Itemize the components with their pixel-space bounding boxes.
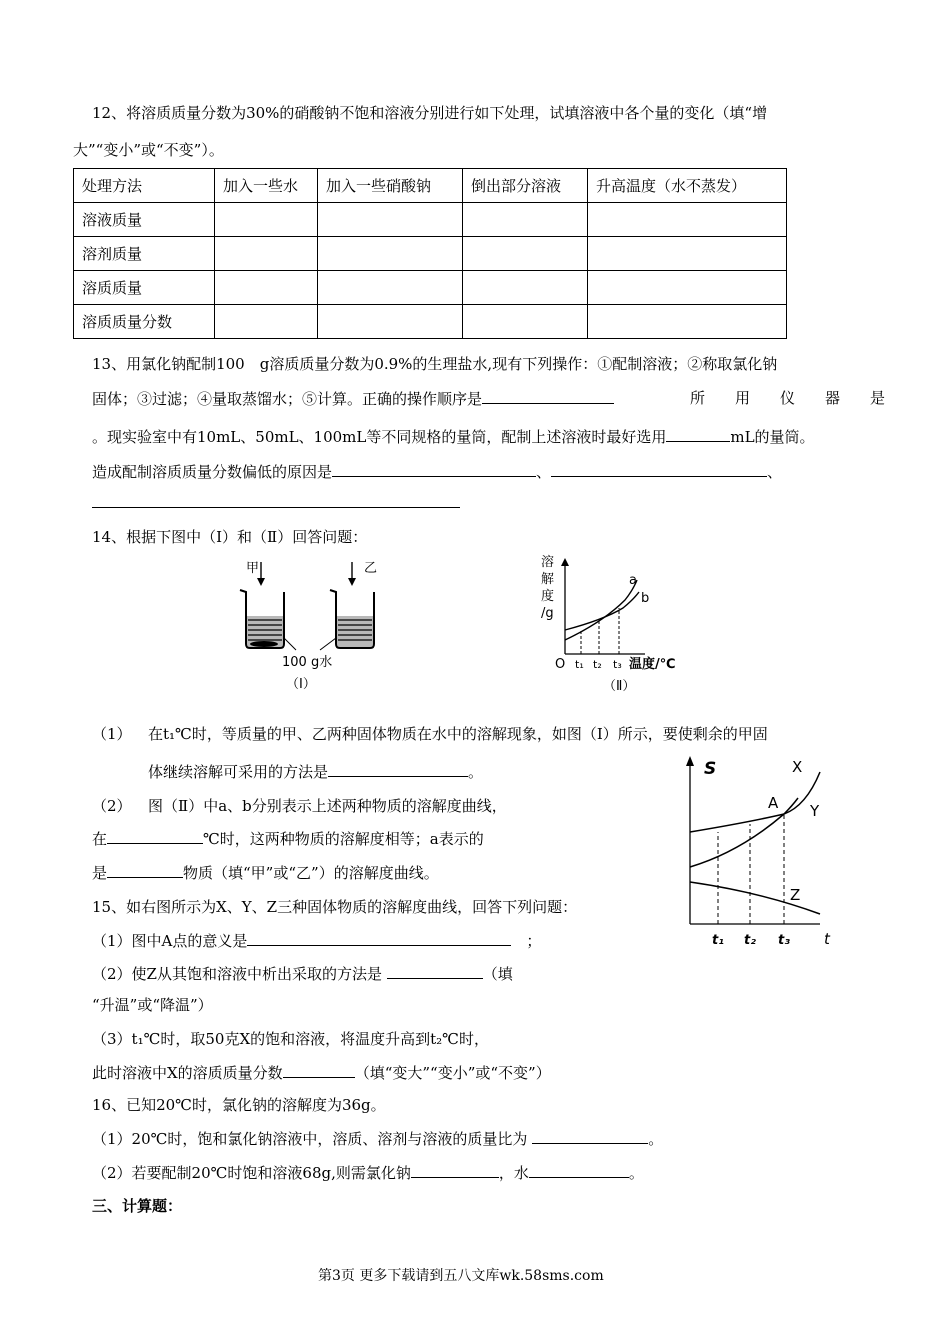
caption-1: （Ⅰ）: [286, 677, 316, 692]
label-water: 100 g水: [282, 655, 333, 670]
curve-z: [690, 882, 820, 914]
answer-cell[interactable]: [318, 237, 463, 271]
answer-cell[interactable]: [588, 305, 787, 339]
q13-text: 造成配制溶质质量分数偏低的原因是: [92, 463, 333, 481]
table-row: [74, 305, 787, 339]
label-yi: 乙: [364, 561, 378, 576]
answer-blank[interactable]: [107, 862, 183, 878]
q13-text: mL的量筒。: [730, 428, 815, 446]
label-A: A: [768, 794, 779, 812]
q16-text: 。: [648, 1130, 664, 1148]
undissolved-solid: [250, 641, 278, 647]
answer-blank[interactable]: [332, 461, 536, 477]
label-b: b: [641, 591, 650, 606]
q15-p2-cont: “升温”或“降温”）: [92, 996, 213, 1014]
curve-y: [690, 798, 798, 867]
answer-cell[interactable]: [588, 203, 787, 237]
curve-x: [690, 772, 820, 832]
table-header-cell: 升高温度（水不蒸发）: [588, 169, 787, 203]
answer-cell[interactable]: [318, 203, 463, 237]
answer-blank[interactable]: [666, 426, 730, 442]
figure-2-solubility-chart: [533, 550, 693, 698]
q14-p2-num: （2）: [92, 797, 132, 815]
pointer-line: [284, 638, 296, 650]
q16-p2: [92, 1162, 644, 1183]
q13-line4: [92, 461, 782, 482]
q16-text: （1）20℃时，饱和氯化钠溶液中，溶质、溶剂与溶液的质量比为: [92, 1130, 528, 1148]
q16-text: 。: [628, 1164, 644, 1182]
q13-line1: 13、用氯化钠配制100 g溶质质量分数为0.9%的生理盐水,现有下列操作：①配制溶液；②称取氯化钠: [92, 355, 778, 373]
table-header-cell: 加入一些硝酸钠: [318, 169, 463, 203]
xlabel: 温度/℃: [629, 657, 676, 672]
q14-text: ℃时，这两种物质的溶解度相等；a表示的: [203, 830, 484, 848]
tick-t1: t₁: [575, 658, 584, 671]
answer-cell[interactable]: [463, 271, 588, 305]
q15-text: （填: [482, 965, 513, 983]
solution-yi: [337, 616, 373, 647]
tick-t2: t₂: [593, 658, 602, 671]
answer-blank[interactable]: [107, 828, 203, 844]
q15-p1: [92, 930, 541, 951]
answer-cell[interactable]: [318, 271, 463, 305]
q13-line3: [92, 426, 815, 447]
answer-cell[interactable]: [215, 203, 318, 237]
q13-text: 。现实验室中有10mL、50mL、100mL等不同规格的量筒，配制上述溶液时最好选用: [92, 428, 667, 446]
answer-cell[interactable]: [215, 237, 318, 271]
table-row: [74, 271, 787, 305]
label-S: S: [704, 759, 717, 779]
q12-line1: 12、将溶质质量分数为30%的硝酸钠不饱和溶液分别进行如下处理，试填溶液中各个量的变化（填“增: [92, 104, 768, 122]
q13-text: 、: [536, 463, 552, 481]
table-header-cell: 倒出部分溶液: [463, 169, 588, 203]
q14-p2-line3: [92, 862, 439, 883]
q14-p2-line2: [92, 828, 484, 849]
q13-text: 固体；③过滤；④量取蒸馏水；⑤计算。正确的操作顺序是: [92, 390, 483, 408]
label-a: a: [629, 573, 637, 588]
pointer-line: [320, 638, 336, 650]
answer-cell[interactable]: [588, 271, 787, 305]
curve-a: [565, 580, 637, 640]
q15-p3-line2: [92, 1062, 551, 1083]
answer-cell[interactable]: [215, 305, 318, 339]
q14-intro: 14、根据下图中（Ⅰ）和（Ⅱ）回答问题：: [92, 528, 368, 546]
answer-cell[interactable]: [588, 237, 787, 271]
answer-cell[interactable]: [463, 237, 588, 271]
q16-text: （2）若要配制20℃时饱和溶液68g,则需氯化钠: [92, 1164, 411, 1182]
curve-b: [565, 592, 639, 630]
q15-text: ；: [526, 932, 542, 950]
answer-blank[interactable]: [551, 461, 767, 477]
q13-line2-right: 所 用 仪 器 是: [690, 389, 886, 407]
q12-line2: 大”“变小”或“不变”）。: [73, 141, 224, 159]
tick-t3: t₃: [613, 658, 622, 671]
page-footer: 第3页 更多下载请到五八文库wk.58sms.com: [318, 1268, 604, 1284]
ylabel-char: 解: [541, 572, 555, 587]
q15-text: （2）使Z从其饱和溶液中析出采取的方法是: [92, 965, 382, 983]
ylabel-char: /g: [541, 606, 554, 621]
tick-t1: t₁: [712, 933, 724, 948]
table-row: [74, 237, 787, 271]
q15-text: （1）图中A点的意义是: [92, 932, 248, 950]
tick-t2: t₂: [744, 933, 756, 948]
q13-line2: [92, 388, 614, 409]
q14-p1-num: （1）: [92, 725, 132, 743]
table-row-label: 溶液质量: [74, 203, 215, 237]
answer-blank[interactable]: [247, 930, 511, 946]
label-t: t: [824, 930, 830, 948]
table-row: [74, 203, 787, 237]
table-row-label: 溶质质量: [74, 271, 215, 305]
q16-intro: 16、已知20℃时，氯化钠的溶解度为36g。: [92, 1096, 386, 1114]
answer-cell[interactable]: [463, 305, 588, 339]
table-header-cell: 加入一些水: [215, 169, 318, 203]
q14-text: 。: [468, 763, 484, 781]
q14-p1-line2: [148, 761, 483, 782]
ylabel-char: 溶: [541, 555, 555, 570]
answer-blank-long[interactable]: [92, 507, 460, 508]
origin-label: O: [555, 657, 566, 672]
answer-blank[interactable]: [532, 1128, 648, 1144]
table-header-cell: 处理方法: [74, 169, 215, 203]
ylabel-char: 度: [541, 589, 555, 604]
answer-blank[interactable]: [328, 761, 468, 777]
q14-text: 在: [92, 830, 108, 848]
y-axis-arrow: [561, 558, 569, 566]
table-row-label: 溶质质量分数: [74, 305, 215, 339]
q13-text: 、: [767, 463, 783, 481]
answer-blank[interactable]: [283, 1062, 355, 1078]
q14-p1-text: 在t₁℃时，等质量的甲、乙两种固体物质在水中的溶解现象，如图（Ⅰ）所示，要使剩余的甲固: [148, 725, 768, 743]
q14-p2-text: 图（Ⅱ）中a、b分别表示上述两种物质的溶解度曲线，: [148, 797, 507, 815]
answer-blank[interactable]: [529, 1162, 629, 1178]
answer-cell[interactable]: [215, 271, 318, 305]
table-row-label: 溶剂质量: [74, 237, 215, 271]
q14-text: 物质（填“甲”或“乙”）的溶解度曲线。: [183, 864, 439, 882]
answer-blank[interactable]: [482, 388, 614, 404]
q15-p3: （3）t₁℃时，取50克X的饱和溶液，将温度升高到t₂℃时，: [92, 1030, 489, 1048]
label-X: X: [792, 758, 803, 776]
answer-blank[interactable]: [411, 1162, 499, 1178]
answer-blank[interactable]: [387, 963, 483, 979]
caption-2: （Ⅱ）: [603, 679, 636, 694]
q15-intro: 15、如右图所示为X、Y、Z三种固体物质的溶解度曲线，回答下列问题：: [92, 898, 578, 916]
arrow-head: [348, 578, 356, 586]
figure-xyz-solubility-chart: [680, 752, 840, 952]
y-axis-arrow: [686, 756, 694, 766]
arrow-head: [257, 578, 265, 586]
answer-cell[interactable]: [318, 305, 463, 339]
q14-text: 是: [92, 864, 108, 882]
section-3-heading: 三、计算题：: [92, 1197, 183, 1215]
figure-1-beakers: [236, 558, 396, 698]
table-header-row: [74, 169, 787, 203]
q14-text: 体继续溶解可采用的方法是: [148, 763, 329, 781]
label-jia: 甲: [246, 561, 260, 576]
q16-p1: [92, 1128, 663, 1149]
answer-cell[interactable]: [463, 203, 588, 237]
label-Z: Z: [790, 886, 801, 904]
q15-text: 此时溶液中X的溶质质量分数: [92, 1064, 283, 1082]
q12-table: [73, 168, 787, 339]
label-Y: Y: [810, 802, 820, 820]
tick-t3: t₃: [778, 933, 790, 948]
q15-text: （填“变大”“变小”或“不变”）: [354, 1064, 551, 1082]
q16-text: ，水: [498, 1164, 529, 1182]
q15-p2: [92, 963, 513, 984]
